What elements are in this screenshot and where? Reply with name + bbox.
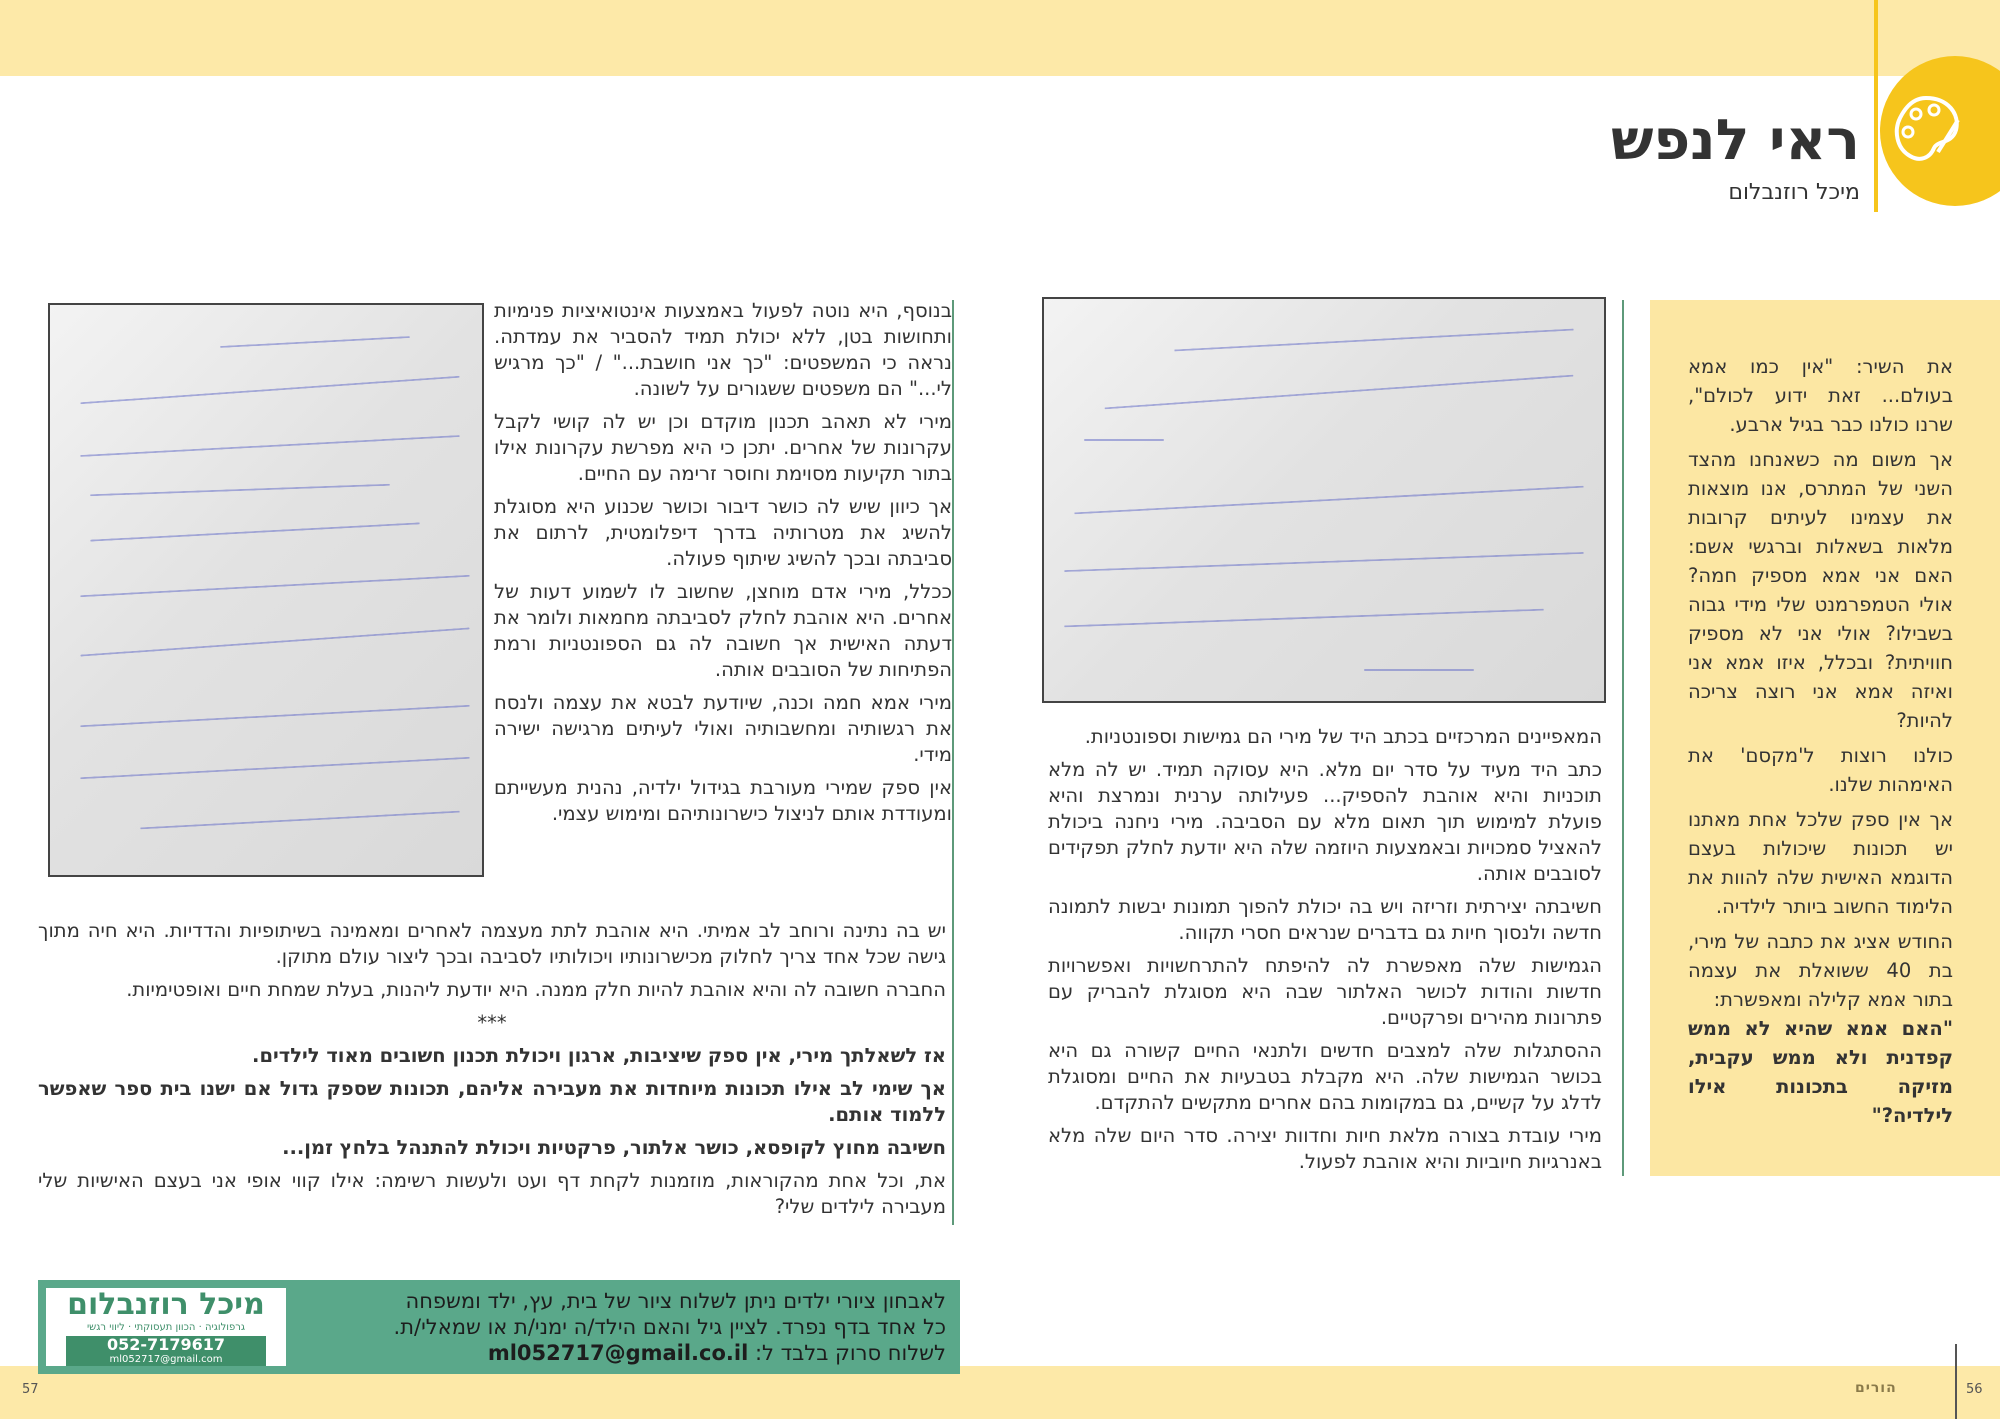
business-card [44, 1286, 288, 1368]
ad-line [306, 1340, 946, 1366]
body-paragraph: מירי לא תאהב תכנון מוקדם וכן יש לה קושי לקבל עקרונות של אחרים. יתכן כי היא מפרשת עקרונות אילו בתור תקיעות מסוימת וחוסר זרימה עם החיים. [494, 410, 952, 485]
palette-icon [1886, 90, 1966, 170]
body-paragraph: החברה חשובה לה והיא אוהבת להיות חלק ממנה. היא יודעת ליהנות, בעלת שמחת חיים ואופטימיות. [126, 978, 946, 1001]
section-separator: *** [477, 1011, 507, 1034]
ad-text [306, 1288, 946, 1366]
palette-badge [1880, 56, 2000, 206]
header-accent-bar [1874, 0, 1878, 212]
page-title: ראי לנפש [1610, 108, 1860, 173]
ad-phone: 052-7179617 [66, 1336, 266, 1354]
body-paragraph: מירי אמא חמה וכנה, שיודעת לבטא את עצמה ולנסח את רגשותיה ומחשבותיה ואולי לעיתים מרגישה ישירה מידי. [494, 691, 952, 766]
middle-column [1048, 724, 1602, 1182]
body-paragraph: כתב היד מעיד על סדר יום מלא. היא עסוקה תמיד. יש לה מלא תוכניות והיא אוהבת להספיק... פעילותה ערנית ונמרצת והיא פועלת למימוש תוך תאום מלא עם הסביבה. מירי ניחנה ביכולת להאציל סמכויות ובאמצעות היוזמה שלה היא יודעת לחלק תפקידים לסובבים אותה. [1048, 758, 1602, 885]
sidebar-paragraph: את השיר: "אין כמו אמא בעולם... זאת ידוע לכולם", שרנו כולנו כבר בגיל ארבע. [1688, 355, 1953, 436]
page-number-right: 56 [1966, 1382, 1983, 1397]
sidebar-paragraph: אך אין ספק שלכל אחת מאתנו יש תכונות שיכולות בעצם הדוגמא האישית שלה להוות את הלימוד החשוב ביותר לילדיה. [1688, 808, 1953, 918]
ad-services: גרפולוגיה · הכוון תעסוקתי · ליווי רגשי [86, 1322, 246, 1333]
body-paragraph: אין ספק שמירי מעורבת בגידול ילדיה, נהנית מעשייתם ומעודדת אותם לניצול כישרונותיהם ומימוש עצמי. [494, 776, 952, 825]
handwriting-sample-image [1042, 297, 1606, 703]
sidebar-paragraph: אך משום מה כשאנחנו מהצד השני של המתרס, אנו מוצאות את עצמינו לעיתים קרובות מלאות בשאלות וברגשי אשם: האם אני אמא מספיק חמה? אולי הטמפרמנט שלי מידי גבוה בשבילו? אולי אני לא מספיק חוויתית? ובכלל, איזו אמא אני ואיזה אמא אני רוצה צריכה להיות? [1688, 448, 1953, 732]
image-caption: המאפיינים המרכזיים בכתב היד של מירי הם גמישות וספונטניות. [1084, 725, 1602, 748]
top-band [0, 0, 2000, 76]
body-paragraph: ההסתגלות שלה למצבים חדשים ולתנאי החיים קשורה גם היא בכושר הגמישות שלה. היא מקבלת בטבעיות את החיים ומסוגלת לדלג על קשיים, גם במקומות בהם אחרים מתקשים להתקדם. [1048, 1039, 1602, 1114]
ad-line-prefix: לשלוח סרוק בלבד ל: [754, 1341, 946, 1365]
column-rule [952, 300, 954, 1225]
body-paragraph: בנוסף, היא נוטה לפעול באמצעות אינטואיציות פנימיות ותחושות בטן, ללא יכולת תמיד להסביר את עמדתה. נראה כי המשפטים: "כך אני חושבת..." / "כך מרגיש לי..." הם משפטים ששגורים על לשונה. [494, 299, 952, 400]
bold-paragraph: אך שימי לב אילו תכונות מיוחדות את מעבירה אליהם, תכונות שספק גדול אם ישנו בית ספר שאפשר ללמוד אותם. [38, 1077, 946, 1126]
page-divider [1955, 1344, 1957, 1419]
page-number-left: 57 [22, 1382, 39, 1397]
body-paragraph: מירי עובדת בצורה מלאת חיות וחדוות יצירה. סדר היום שלה מלא באנרגיות חיוביות והיא אוהבת לפעול. [1048, 1124, 1602, 1173]
sidebar-paragraph: החודש אציג את כתבה של מירי, בת 40 ששואלת את עצמה בתור אמא קלילה ומאפשרת: [1688, 930, 1953, 1011]
body-paragraph: אך כיוון שיש לה כושר דיבור וכושר שכנוע היא מסוגלת להשיג את מטרותיה בדרך דיפלומטית, לרתום את סביבתה ובכך להשיג שיתוף פעולה. [494, 495, 952, 570]
body-paragraph: הגמישות שלה מאפשרת לה להיפתח להתרחשויות ואפשרויות חדשות והודות לכושר האלתור שבה היא מסוגלת להבריק עם פתרונות מהירים ופרקטיים. [1048, 954, 1602, 1029]
body-paragraph: ככלל, מירי אדם מוחצן, שחשוב לו לשמוע דעות של אחרים. היא אוהבת לחלק לסביבתה מחמאות ולומר את דעתה האישית אך חשובה לה גם הספונטניות ורמת הפתיחות של הסובבים אותה. [494, 580, 952, 681]
closing-paragraph: את, וכל אחת מהקוראות, מוזמנות לקחת דף ועט ולעשות רשימה: אילו קווי אופי אני בעצם האישיות שלי מעבירה לילדים שלי? [38, 1169, 946, 1218]
left-column [494, 298, 952, 834]
sidebar-paragraph: כולנו רוצות ל'מקסם' את האימהות שלנו. [1688, 744, 1953, 796]
bold-paragraph: חשיבה מחוץ לקופסא, כושר אלתור, פרקטיות ויכולת להתנהל בלחץ זמן... [282, 1136, 946, 1159]
intro-sidebar [1650, 300, 2000, 1176]
ad-line: לאבחון ציורי ילדים ניתן לשלוח ציור של בית, עץ, ילד ומשפחה [405, 1289, 946, 1313]
handwriting-letter-image [48, 303, 484, 877]
author-name: מיכל רוזנבלום [1728, 180, 1860, 205]
ad-line: כל אחד בדף נפרד. לציין גיל והאם הילד/ה ימני/ת או שמאלי/ת. [393, 1315, 946, 1339]
ad-email-small: ml052717@gmail.com [66, 1354, 266, 1366]
sidebar-question: "האם אמא שהיא לא ממש קפדנית ולא ממש עקבית, מזיקה בתכונות אילו לילדיה?" [1688, 1017, 1953, 1127]
magazine-logo: הורים [1855, 1380, 1897, 1396]
body-paragraph: חשיבתה יצירתית וזריזה ויש בה יכולת להפוך תמונות יבשות לתמונה חדשה ולנסוך חיות גם בדברים שנראים חסרי תקווה. [1048, 895, 1602, 944]
advertisement-box [38, 1280, 960, 1374]
left-column-wide [38, 918, 946, 1227]
body-paragraph: יש בה נתינה ורוחב לב אמיתי. היא אוהבת לתת מעצמה לאחרים ומאמינה בשיתופיות והדדיות. היא חיה מתוך גישה שכל אחד צריך לחלוק מכישרונותיו ויכולותיו לסביבה ובכך ליצור עולם מתוקן. [38, 919, 946, 968]
column-rule [1622, 300, 1624, 1176]
ad-email-link[interactable]: ml052717@gmail.co.il [487, 1341, 749, 1365]
ad-name: מיכל רוזנבלום [67, 1287, 265, 1322]
bold-paragraph: אז לשאלתך מירי, אין ספק שיציבות, ארגון ויכולת תכנון חשובים מאוד לילדים. [252, 1044, 946, 1067]
